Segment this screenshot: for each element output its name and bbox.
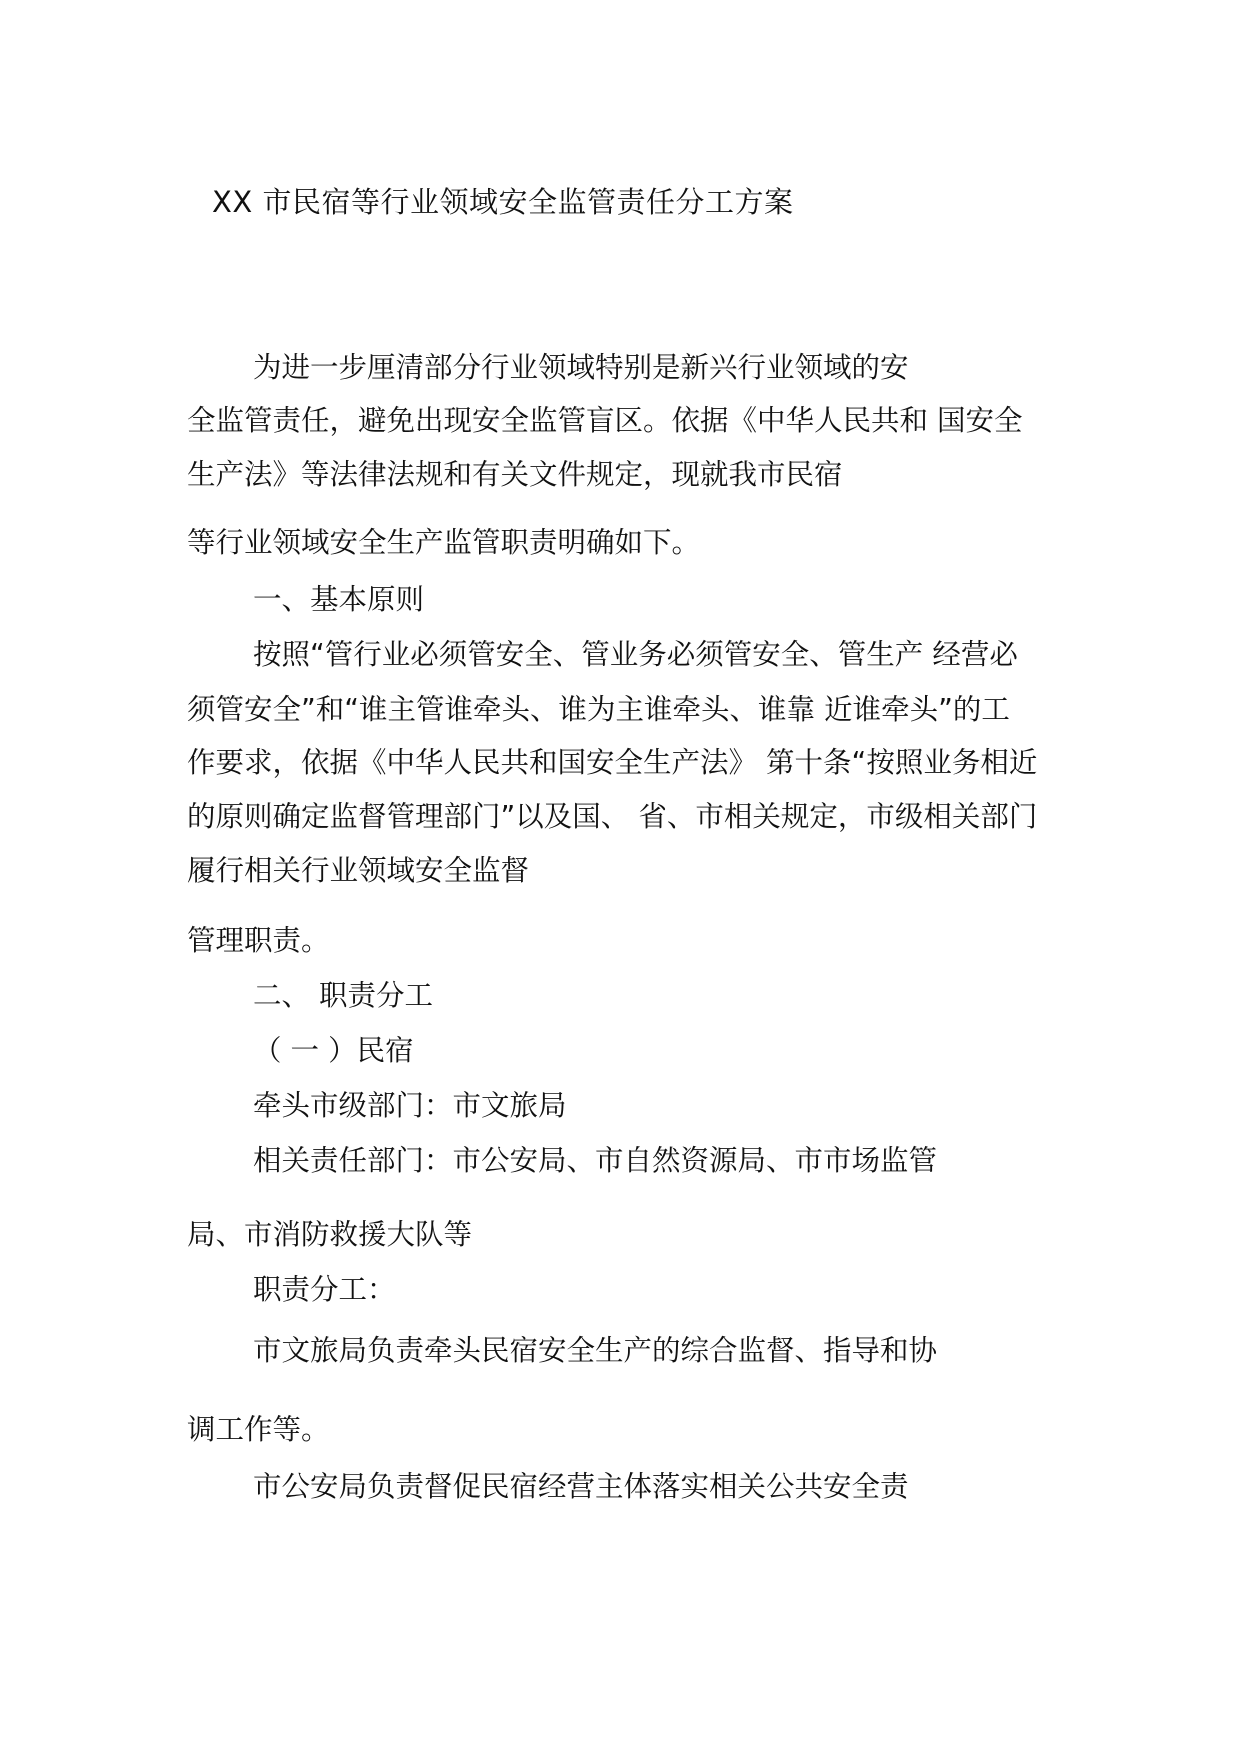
paragraph-line: 市文旅局负责牵头民宿安全生产的综合监督、指导和协 (253, 1334, 938, 1367)
document-title: XX 市民宿等行业领域安全监管责任分工方案 (212, 185, 794, 219)
paragraph-line: 全监管责任，避免出现安全监管盲区。依据《中华人民共和 国安全 (187, 404, 1023, 437)
paragraph-line: 按照“管行业必须管安全、管业务必须管安全、管生产 经营必 (253, 638, 1018, 671)
paragraph-line: 等行业领域安全生产监管职责明确如下。 (187, 526, 701, 559)
subsection-heading: （ 一 ）民宿 (253, 1034, 414, 1067)
section-heading: 一、基本原则 (253, 583, 425, 616)
paragraph-line: 调工作等。 (187, 1413, 330, 1446)
paragraph-line: 相关责任部门：市公安局、市自然资源局、市市场监管 (253, 1144, 938, 1177)
paragraph-line: 管理职责。 (187, 924, 330, 957)
section-heading: 二、 职责分工 (253, 979, 434, 1012)
paragraph-line: 须管安全”和“谁主管谁牵头、谁为主谁牵头、谁靠 近谁牵头”的工 (187, 693, 1010, 726)
paragraph-line: 牵头市级部门：市文旅局 (253, 1089, 567, 1122)
paragraph-line: 局、市消防救援大队等 (187, 1218, 473, 1251)
paragraph-line: 作要求，依据《中华人民共和国安全生产法》 第十条“按照业务相近 (187, 746, 1038, 779)
paragraph-line: 生产法》等法律法规和有关文件规定，现就我市民宿 (187, 458, 843, 491)
paragraph-line: 履行相关行业领域安全监督 (187, 854, 530, 887)
paragraph-line: 为进一步厘清部分行业领域特别是新兴行业领域的安 (253, 351, 909, 384)
paragraph-line: 的原则确定监督管理部门”以及国、 省、市相关规定，市级相关部门 (187, 800, 1038, 833)
paragraph-line: 市公安局负责督促民宿经营主体落实相关公共安全责 (253, 1470, 909, 1503)
paragraph-line: 职责分工： (253, 1273, 396, 1306)
